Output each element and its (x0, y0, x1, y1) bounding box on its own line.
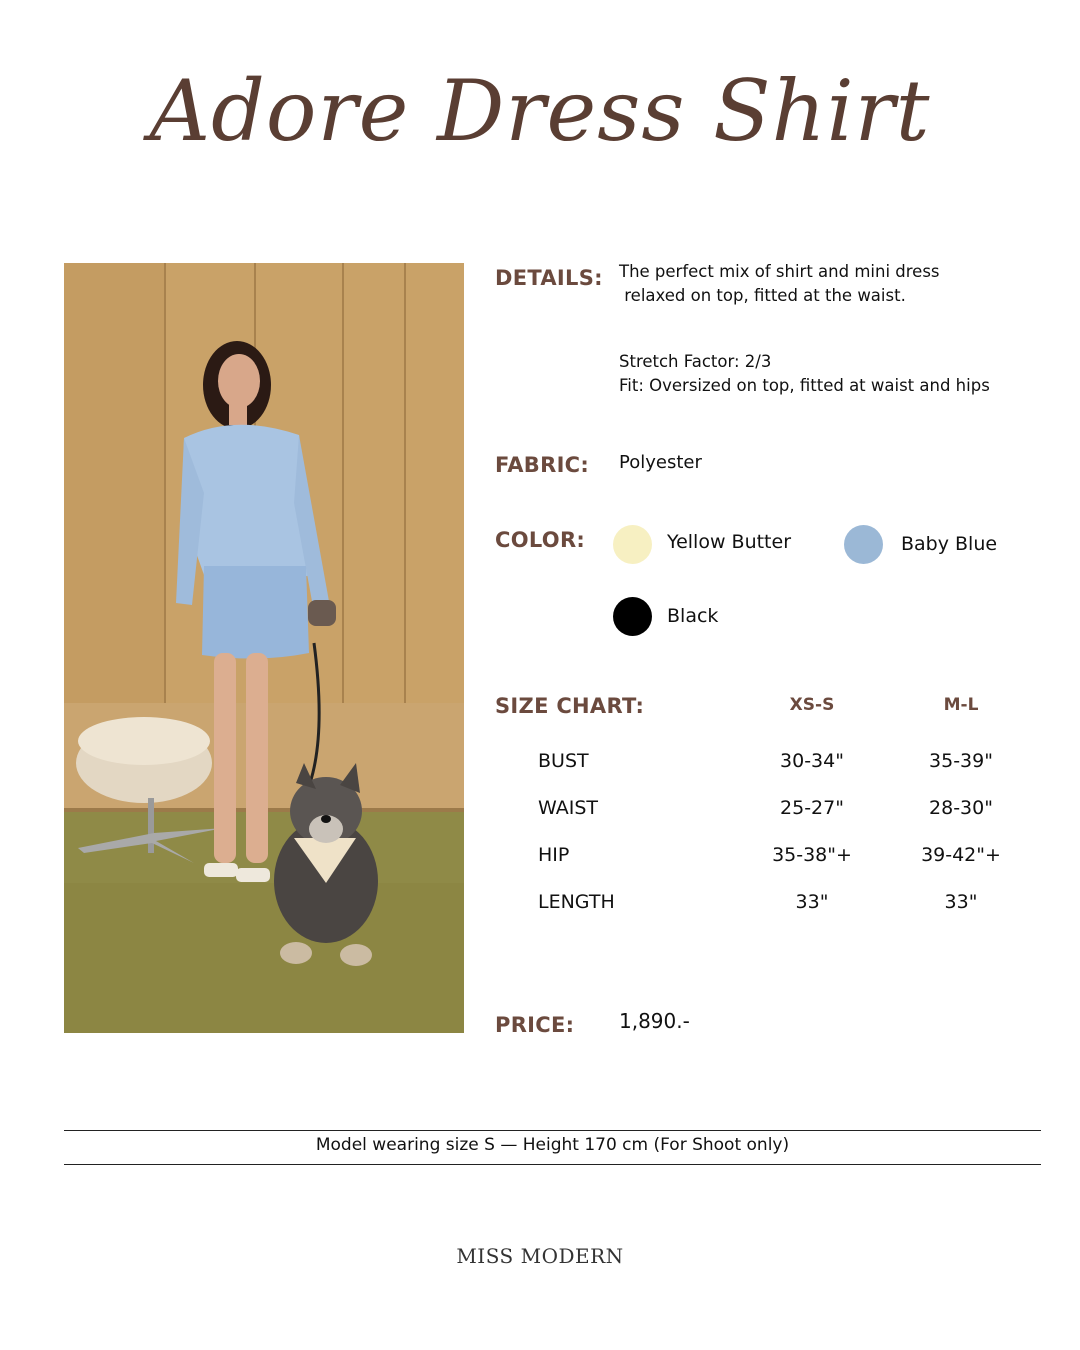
product-photo (64, 263, 464, 1033)
size-cell: 35-38"+ (772, 844, 852, 866)
size-row-label: HIP (538, 844, 570, 866)
size-row-label: LENGTH (538, 891, 615, 913)
color-name-black: Black (667, 605, 719, 627)
size-row-label: BUST (538, 750, 589, 772)
fit-description: Fit: Oversized on top, fitted at waist and hips (619, 376, 990, 395)
fabric-value: Polyester (619, 452, 702, 473)
stretch-factor: Stretch Factor: 2/3 (619, 352, 772, 371)
size-row-label: WAIST (538, 797, 599, 819)
size-column-xs-s: XS-S (789, 695, 835, 715)
price-label: PRICE: (495, 1013, 575, 1037)
details-line-2: relaxed on top, fitted at the waist. (619, 286, 906, 305)
size-chart-label: SIZE CHART: (495, 694, 645, 718)
size-cell: 35-39" (929, 750, 993, 772)
size-cell: 39-42"+ (921, 844, 1001, 866)
brand-logo: MISS MODERN (456, 1244, 624, 1268)
model-size-note: Model wearing size S — Height 170 cm (For Shoot only) (315, 1135, 790, 1155)
color-label: COLOR: (495, 528, 586, 552)
color-name-baby-blue: Baby Blue (901, 533, 998, 555)
price-value: 1,890.- (619, 1009, 690, 1033)
fabric-label: FABRIC: (495, 453, 590, 477)
color-swatch-black (613, 597, 652, 636)
size-cell: 33" (795, 891, 829, 913)
divider-bottom (64, 1164, 1041, 1165)
size-cell: 28-30" (929, 797, 993, 819)
details-label: DETAILS: (495, 266, 603, 290)
size-cell: 30-34" (780, 750, 844, 772)
color-swatch-baby-blue (844, 525, 883, 564)
page-title: Adore Dress Shirt (149, 62, 931, 160)
size-column-m-l: M-L (943, 695, 979, 715)
color-name-yellow-butter: Yellow Butter (667, 531, 792, 553)
color-swatch-yellow-butter (613, 525, 652, 564)
size-cell: 33" (944, 891, 978, 913)
divider-top (64, 1130, 1041, 1131)
size-cell: 25-27" (780, 797, 844, 819)
details-line-1: The perfect mix of shirt and mini dress (619, 262, 940, 281)
